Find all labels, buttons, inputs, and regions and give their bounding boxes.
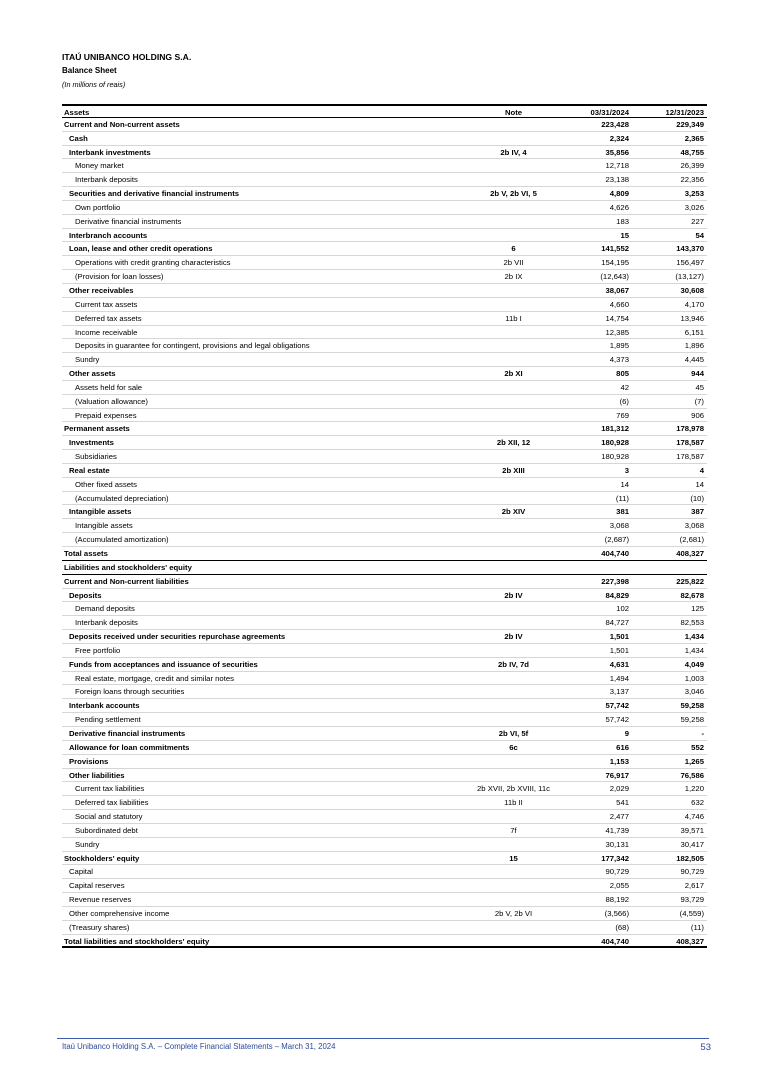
row-value-current: 404,740 [601,936,629,946]
row-label: Interbank investments [69,147,151,157]
row-label: Money market [75,161,124,171]
units-note: (In millions of reais) [62,80,126,89]
row-value-prior: 90,729 [680,867,704,877]
row-note: 2b IV [504,590,523,600]
row-label: Free portfolio [75,645,121,655]
row-value-current: (2,687) [604,535,629,545]
row-label: Real estate, mortgage, credit and similar notes [75,673,234,683]
row-label: Total assets [64,549,108,558]
row-label: Sundry [75,355,100,365]
table-row [62,505,707,519]
table-row [62,367,707,381]
row-value-current: (68) [615,922,629,932]
row-value-prior: (7) [694,396,704,406]
row-note: 2b XVII, 2b XVIII, 11c [477,784,550,794]
row-label: Social and statutory [75,812,143,822]
row-value-prior: 1,434 [684,645,704,655]
table-row [62,616,707,630]
row-value-current: 57,742 [605,715,629,725]
row-label: Current and Non-current liabilities [64,576,189,586]
row-note: 11b I [505,313,522,323]
table-row [62,852,707,866]
row-label: Deferred tax assets [75,313,142,323]
row-value-prior: (4,559) [679,908,704,918]
row-label: Deposits received under securities repurchase agreements [69,632,286,642]
row-value-prior: 39,571 [680,825,704,835]
row-label: Income receivable [75,327,138,337]
row-label: Cash [69,133,88,143]
row-value-prior: 632 [691,798,704,808]
row-value-prior: 1,896 [684,341,704,351]
row-value-current: (3,566) [604,908,629,918]
row-value-prior: 182,505 [676,853,704,863]
table-row [62,547,707,561]
row-label: Interbank accounts [69,701,140,711]
row-value-prior: 82,678 [680,590,704,600]
row-value-current: 12,385 [605,327,629,337]
row-value-prior: 227 [691,216,704,226]
row-label: Intangible assets [69,507,132,517]
row-label: Other liabilities [69,770,125,780]
row-note: 2b VI, 5f [498,728,529,738]
table-row [62,353,707,367]
row-value-current: 88,192 [605,895,629,905]
row-value-current: 2,029 [609,784,629,794]
row-note: 2b IV, 7d [498,659,529,669]
row-value-prior: 76,586 [680,770,704,780]
row-value-current: 1,494 [609,673,629,683]
row-value-current: 805 [616,369,629,379]
table-row [62,201,707,215]
row-label: (Accumulated amortization) [75,535,169,545]
row-value-prior: 6,151 [684,327,704,337]
row-value-current: 14 [620,479,629,489]
row-label: Securities and derivative financial instruments [69,189,240,199]
row-label: Deposits [69,590,102,600]
row-value-prior: 22,356 [680,175,704,185]
row-value-prior: 26,399 [680,161,704,171]
row-value-prior: 3,026 [684,202,704,212]
row-label: Deferred tax liabilities [75,798,149,808]
footer-divider [57,1038,709,1039]
row-value-prior: 14 [695,479,704,489]
row-label: Sundry [75,839,100,849]
row-value-prior: (11) [690,922,704,932]
row-label: Permanent assets [64,424,130,434]
row-value-prior: 4,746 [684,812,704,822]
row-value-current: 9 [624,728,629,738]
row-value-current: 616 [616,742,629,752]
table-body [62,118,707,949]
row-note: 2b XI [504,369,523,379]
row-note: 2b XIV [501,507,526,517]
row-value-current: 1,895 [609,341,629,351]
row-label: (Valuation allowance) [75,396,148,406]
table-row [62,893,707,907]
table-row [62,755,707,769]
row-label: Deposits in guarantee for contingent, provisions and legal obligations [75,341,310,351]
row-label: Subordinated debt [75,825,138,835]
table-row [62,935,707,949]
table-row [62,907,707,921]
row-value-prior: 1,434 [684,632,704,642]
row-note: 2b V, 2b VI, 5 [490,189,537,199]
table-row [62,575,707,589]
table-row [62,921,707,935]
row-value-prior: 48,755 [680,147,704,157]
page-number: 53 [700,1042,711,1053]
row-label: Demand deposits [75,604,135,614]
row-value-prior: 4,445 [684,355,704,365]
row-label: Loan, lease and other credit operations [69,244,213,254]
table-row [62,159,707,173]
table-row [62,436,707,450]
table-row [62,242,707,256]
row-value-current: 84,829 [605,590,629,600]
table-row [62,769,707,783]
row-label: Current and Non-current assets [64,119,180,129]
row-note: 6 [511,244,516,254]
row-value-prior: 30,608 [680,285,704,295]
footer-text: Itaú Unibanco Holding S.A. – Complete Financial Statements – March 31, 2024 [62,1042,336,1051]
table-header-row [62,104,707,118]
row-value-current: 4,373 [609,355,629,365]
row-value-current: 4,631 [609,659,629,669]
row-note: 2b VII [503,258,524,268]
row-value-current: 90,729 [605,867,629,877]
row-value-prior: 178,587 [676,452,704,462]
row-value-prior: 2,617 [684,881,704,891]
table-row [62,699,707,713]
row-value-current: (6) [619,396,629,406]
row-value-current: (12,643) [600,272,629,282]
row-label: Capital [69,867,93,877]
row-value-current: 2,055 [609,881,629,891]
table-row [62,561,707,575]
row-value-prior: 906 [691,410,704,420]
table-row [62,409,707,423]
row-label: Intangible assets [75,521,133,531]
table-row [62,672,707,686]
row-value-prior: 2,365 [684,133,704,143]
table-row [62,602,707,616]
column-header-prior: 12/31/2023 [665,108,704,117]
row-value-prior: (10) [690,493,704,503]
row-value-current: 2,324 [609,133,629,143]
row-value-prior: 1,003 [684,673,704,683]
table-row [62,630,707,644]
row-label: Revenue reserves [69,895,132,905]
row-label: Funds from acceptances and issuance of securities [69,659,258,669]
row-value-current: 180,928 [601,452,629,462]
table-row [62,519,707,533]
row-label: Interbank deposits [75,618,138,628]
row-value-prior: (13,127) [675,272,704,282]
row-value-current: 4,660 [609,299,629,309]
table-row [62,879,707,893]
row-note: 2b IV, 4 [500,147,527,157]
row-value-current: 35,856 [605,147,629,157]
row-label: (Provision for loan losses) [75,272,164,282]
statement-title: Balance Sheet [62,66,117,75]
row-value-prior: 82,553 [680,618,704,628]
row-value-current: 76,917 [605,770,629,780]
row-value-current: 2,477 [609,812,629,822]
row-label: Other assets [69,369,116,379]
row-value-current: 15 [620,230,629,240]
row-value-prior: 59,258 [680,701,704,711]
row-value-current: 541 [616,798,629,808]
row-note: 11b II [504,798,523,808]
table-row [62,326,707,340]
row-value-current: 181,312 [601,424,629,434]
table-row [62,782,707,796]
row-value-current: 1,501 [609,632,629,642]
table-row [62,865,707,879]
balance-sheet-table [62,104,707,948]
table-row [62,229,707,243]
table-row [62,838,707,852]
row-value-current: 102 [616,604,629,614]
row-label: Own portfolio [75,202,121,212]
table-row [62,118,707,132]
row-value-current: 3,068 [609,521,629,531]
column-header-current: 03/31/2024 [590,108,629,117]
row-value-current: 177,342 [601,853,629,863]
table-row [62,270,707,284]
table-row [62,810,707,824]
row-value-current: 4,809 [609,189,629,199]
row-label: Other receivables [69,285,134,295]
row-label: Assets held for sale [75,382,143,392]
table-row [62,312,707,326]
row-value-prior: 156,497 [676,258,704,268]
row-value-prior: 178,587 [676,438,704,448]
row-value-current: 141,552 [601,244,629,254]
table-row [62,589,707,603]
table-row [62,173,707,187]
table-row [62,298,707,312]
company-name: ITAÚ UNIBANCO HOLDING S.A. [62,52,192,62]
row-value-prior: 54 [695,230,704,240]
row-value-prior: 1,265 [684,756,704,766]
row-value-current: 3 [624,465,629,475]
table-row [62,256,707,270]
table-row [62,339,707,353]
row-value-prior: 125 [691,604,704,614]
row-label: Capital reserves [69,881,125,891]
row-value-prior: 30,417 [680,839,704,849]
row-label: (Accumulated depreciation) [75,493,169,503]
row-note: 2b IX [504,272,523,282]
row-value-prior: 3,253 [684,189,704,199]
row-value-current: 23,138 [605,175,629,185]
column-header-note: Note [504,108,523,117]
table-row [62,741,707,755]
row-value-current: 404,740 [601,549,629,558]
row-note: 2b IV [504,632,523,642]
row-value-prior: 4 [699,465,704,475]
row-value-prior: 45 [695,382,704,392]
row-label: Other comprehensive income [69,908,170,918]
row-value-current: 3,137 [609,687,629,697]
row-label: Provisions [69,756,109,766]
table-row [62,685,707,699]
row-label: Liabilities and stockholders' equity [64,562,192,572]
row-value-prior: 178,978 [676,424,704,434]
row-value-current: 1,501 [609,645,629,655]
table-row [62,824,707,838]
row-note: 2b XII, 12 [496,438,531,448]
table-row [62,450,707,464]
table-row [62,284,707,298]
row-value-current: 30,131 [605,839,629,849]
row-value-prior: 552 [691,742,704,752]
row-label: Current tax liabilities [75,784,145,794]
row-note: 15 [509,853,518,863]
table-row [62,422,707,436]
row-label: Investments [69,438,114,448]
row-value-prior: 408,327 [676,549,704,558]
row-label: Operations with credit granting characteristics [75,258,231,268]
table-row [62,796,707,810]
row-value-prior: 387 [691,507,704,517]
table-row [62,187,707,201]
table-row [62,533,707,547]
row-note: 2b V, 2b VI [494,908,533,918]
table-row [62,381,707,395]
row-label: Foreign loans through securities [75,687,185,697]
row-value-prior: 944 [691,369,704,379]
row-value-current: 223,428 [601,119,629,129]
row-value-current: 4,626 [609,202,629,212]
row-label: Derivative financial instruments [69,728,186,738]
row-label: Real estate [69,465,110,475]
row-value-current: 41,739 [605,825,629,835]
row-value-current: 183 [616,216,629,226]
table-row [62,478,707,492]
row-value-prior: 4,170 [684,299,704,309]
row-value-current: 38,067 [605,285,629,295]
row-value-current: 227,398 [601,576,629,586]
row-label: Interbank deposits [75,175,138,185]
table-row [62,146,707,160]
row-value-current: 769 [616,410,629,420]
row-label: Stockholders' equity [64,853,140,863]
table-row [62,644,707,658]
row-label: Other fixed assets [75,479,137,489]
row-value-prior: 229,349 [676,119,704,129]
row-note: 7f [510,825,517,835]
table-row [62,132,707,146]
row-value-prior: (2,681) [679,535,704,545]
row-note: 2b XIII [502,465,525,475]
table-row [62,492,707,506]
row-value-prior: 143,370 [676,244,704,254]
column-header-label: Assets [64,108,90,117]
row-note: 6c [509,742,518,752]
row-label: Pending settlement [75,715,141,725]
row-value-prior: 408,327 [676,936,704,946]
table-row [62,464,707,478]
row-value-current: (11) [615,493,629,503]
table-row [62,395,707,409]
row-value-prior: 13,946 [680,313,704,323]
row-value-current: 12,718 [605,161,629,171]
row-value-prior: 4,049 [684,659,704,669]
table-row [62,215,707,229]
row-label: Prepaid expenses [75,410,137,420]
row-value-current: 57,742 [605,701,629,711]
row-label: Subsidiaries [75,452,117,462]
row-value-current: 180,928 [601,438,629,448]
row-value-prior: 225,822 [676,576,704,586]
row-label: Current tax assets [75,299,138,309]
row-value-prior: 59,258 [680,715,704,725]
row-label: Allowance for loan commitments [69,742,190,752]
row-value-current: 1,153 [609,756,629,766]
row-value-current: 154,195 [601,258,629,268]
row-value-prior: - [701,728,704,738]
row-value-prior: 93,729 [680,895,704,905]
row-label: Total liabilities and stockholders' equity [64,936,210,946]
row-value-current: 14,754 [605,313,629,323]
row-value-current: 84,727 [605,618,629,628]
row-value-prior: 1,220 [684,784,704,794]
row-value-current: 381 [616,507,629,517]
row-value-prior: 3,046 [684,687,704,697]
row-label: Interbranch accounts [69,230,148,240]
row-label: Derivative financial instruments [75,216,182,226]
row-label: (Treasury shares) [69,922,130,932]
table-row [62,658,707,672]
row-value-current: 42 [620,382,629,392]
table-row [62,727,707,741]
row-value-prior: 3,068 [684,521,704,531]
table-row [62,713,707,727]
